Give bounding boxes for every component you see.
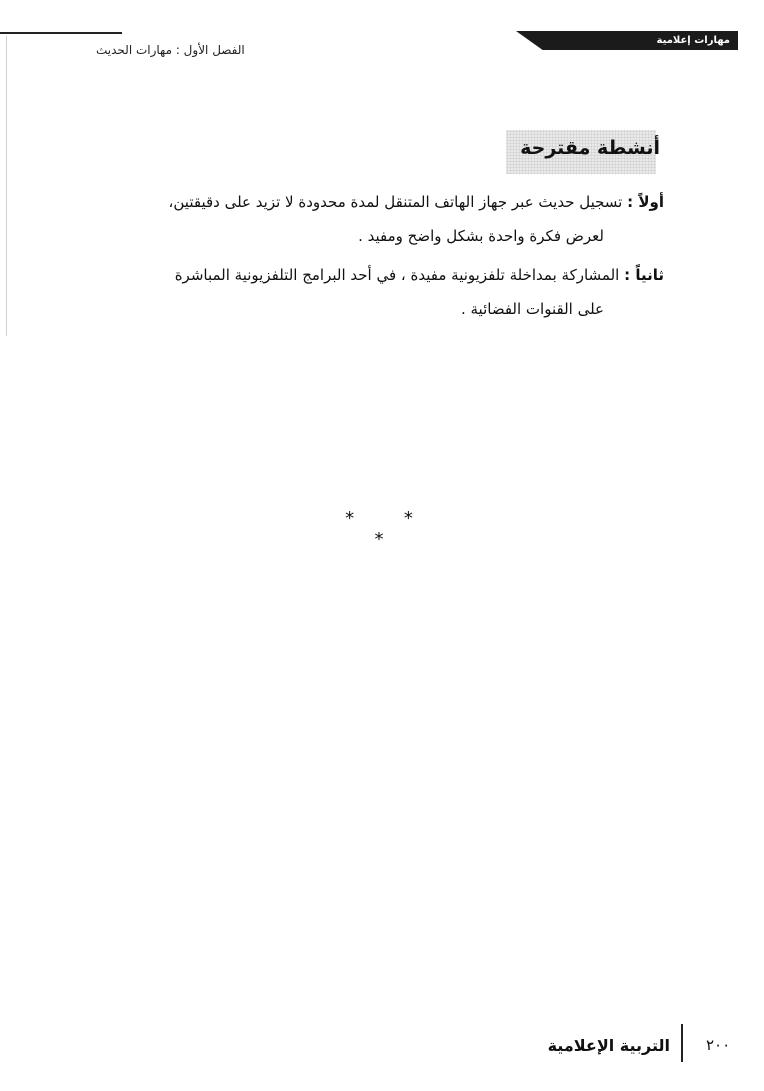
header-tab-label: مهارات إعلامية: [656, 35, 730, 46]
activity-item: [104, 258, 664, 326]
page-edge-line: [6, 36, 7, 336]
activity-text: المشاركة بمداخلة تلفزيونية مفيدة ، في أحد البرامج التلفزيونية المباشرة: [174, 266, 620, 284]
activity-text: تسجيل حديث عبر جهاز الهاتف المتنقل لمدة محدودة لا تزيد على دقيقتين،: [168, 193, 623, 211]
activity-item: [104, 185, 664, 253]
activity-lead: ثانياً :: [624, 266, 664, 284]
activity-line-continued: لعرض فكرة واحدة بشكل واضح ومفيد .: [358, 227, 604, 245]
activity-line: [104, 258, 664, 292]
activity-line: [104, 185, 664, 219]
page-number: ٢٠٠: [706, 1036, 731, 1054]
activity-lead: أولاً :: [627, 193, 664, 211]
footer-book-title: التربية الإعلامية: [547, 1036, 670, 1055]
section-separator: * * *: [345, 508, 435, 550]
header-rule: [0, 32, 122, 34]
activity-line-continued: على القنوات الفضائية .: [460, 300, 604, 318]
footer-divider: [681, 1024, 683, 1062]
section-title: أنشطة مقترحة: [520, 137, 660, 159]
chapter-title: الفصل الأول : مهارات الحديث: [96, 43, 245, 57]
